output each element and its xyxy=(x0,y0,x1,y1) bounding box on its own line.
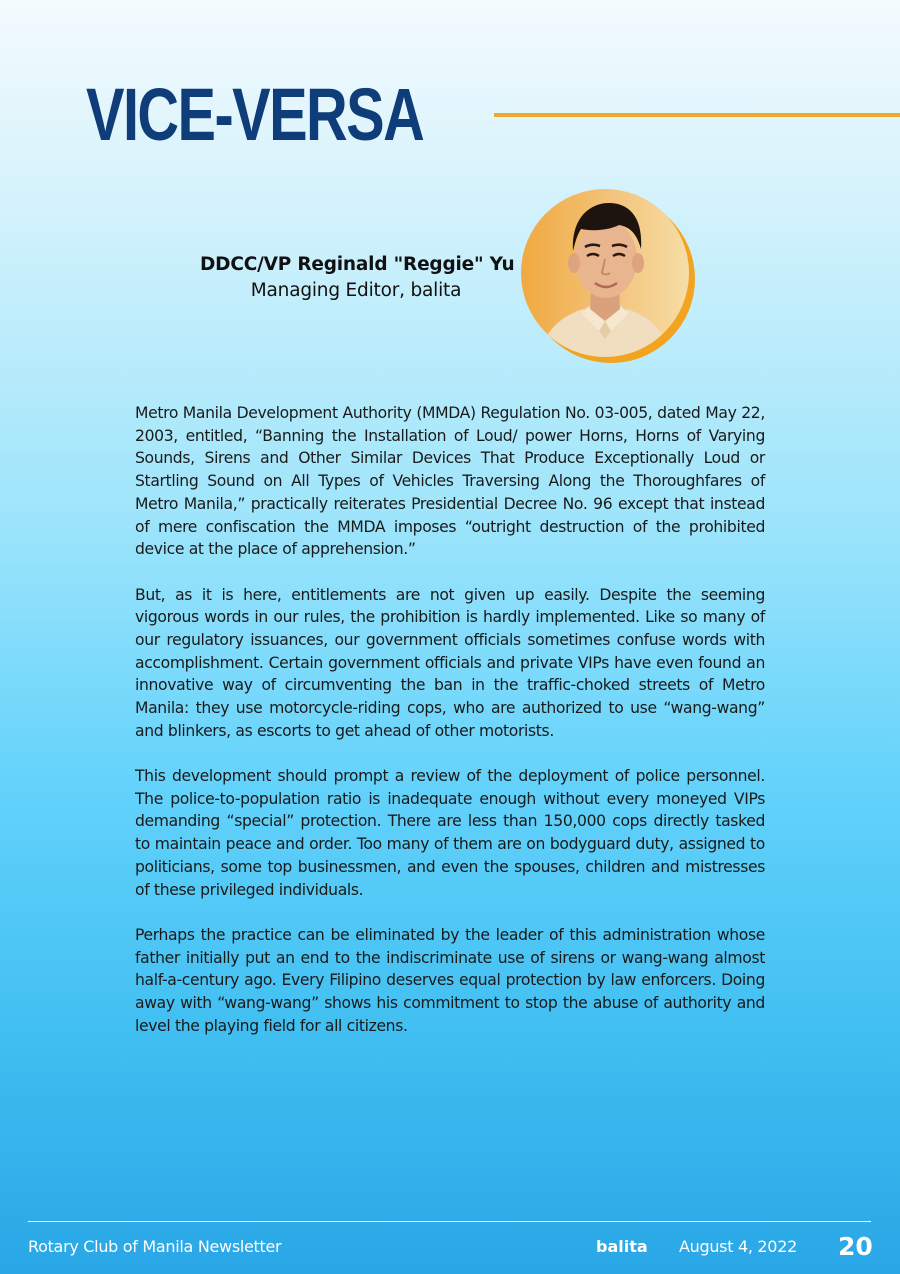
footer-publisher: Rotary Club of Manila Newsletter xyxy=(28,1237,282,1256)
author-byline xyxy=(200,252,515,304)
footer-date: August 4, 2022 xyxy=(679,1237,797,1256)
author-name: DDCC/VP Reginald "Reggie" Yu xyxy=(200,254,515,275)
author-photo xyxy=(521,189,697,365)
portrait-photo-icon xyxy=(521,189,689,357)
footer-brand: balita xyxy=(596,1237,648,1256)
article-paragraph-4: Perhaps the practice can be eliminated by the leader of this administration whose father initially put an end to the indiscriminate use of sirens or wang-wang almost half-a-century ago. Every Filipino deserves equal protection by law enforcers. Doing away with “wang-wang” shows his commitment to stop the abuse of authority and level the playing field for all citizens. xyxy=(135,925,765,1035)
article-paragraph-1: Metro Manila Development Authority (MMDA) Regulation No. 03-005, dated May 22, 2003, entitled, “Banning the Installation of Loud/ power Horns, Horns of Varying Sounds, Sirens and Other Similar Devices That Produce Exceptionally Loud or Startling Sound on All Types of Vehicles Traversing Along the Thoroughfares of Metro Manila,” practically reiterates Presidential Decree No. 96 except that instead of mere confiscation the MMDA imposes “outright destruction of the prohibited device at the place of apprehension.” xyxy=(135,404,765,559)
footer-divider xyxy=(28,1221,871,1222)
article-paragraph-3: This development should prompt a review of the deployment of police personnel. The police-to-population ratio is inadequate enough without every moneyed VIPs demanding “special” protection. There are less than 150,000 cops directly tasked to maintain peace and order. Too many of them are on bodyguard duty, assigned to politicians, some top businessmen, and even the spouses, children and mistresses of these privileged individuals. xyxy=(135,767,765,899)
article-paragraph-2: But, as it is here, entitlements are not given up easily. Despite the seeming vigorous words in our rules, the prohibition is hardly implemented. Like so many of our regulatory issuances, our government officials sometimes confuse words with accomplishment. Certain government officials and private VIPs have even found an innovative way of circumventing the ban in the traffic-choked streets of Metro Manila: they use motorcycle-riding cops, who are authorized to use “wang-wang” and blinkers, as escorts to get ahead of other motorists. xyxy=(135,585,765,740)
author-role: Managing Editor, balita xyxy=(250,280,462,301)
title-accent-rule xyxy=(494,113,900,117)
page-number: 20 xyxy=(838,1232,873,1261)
page-title: VICE-VERSA xyxy=(86,73,424,156)
article-body xyxy=(135,402,765,1060)
